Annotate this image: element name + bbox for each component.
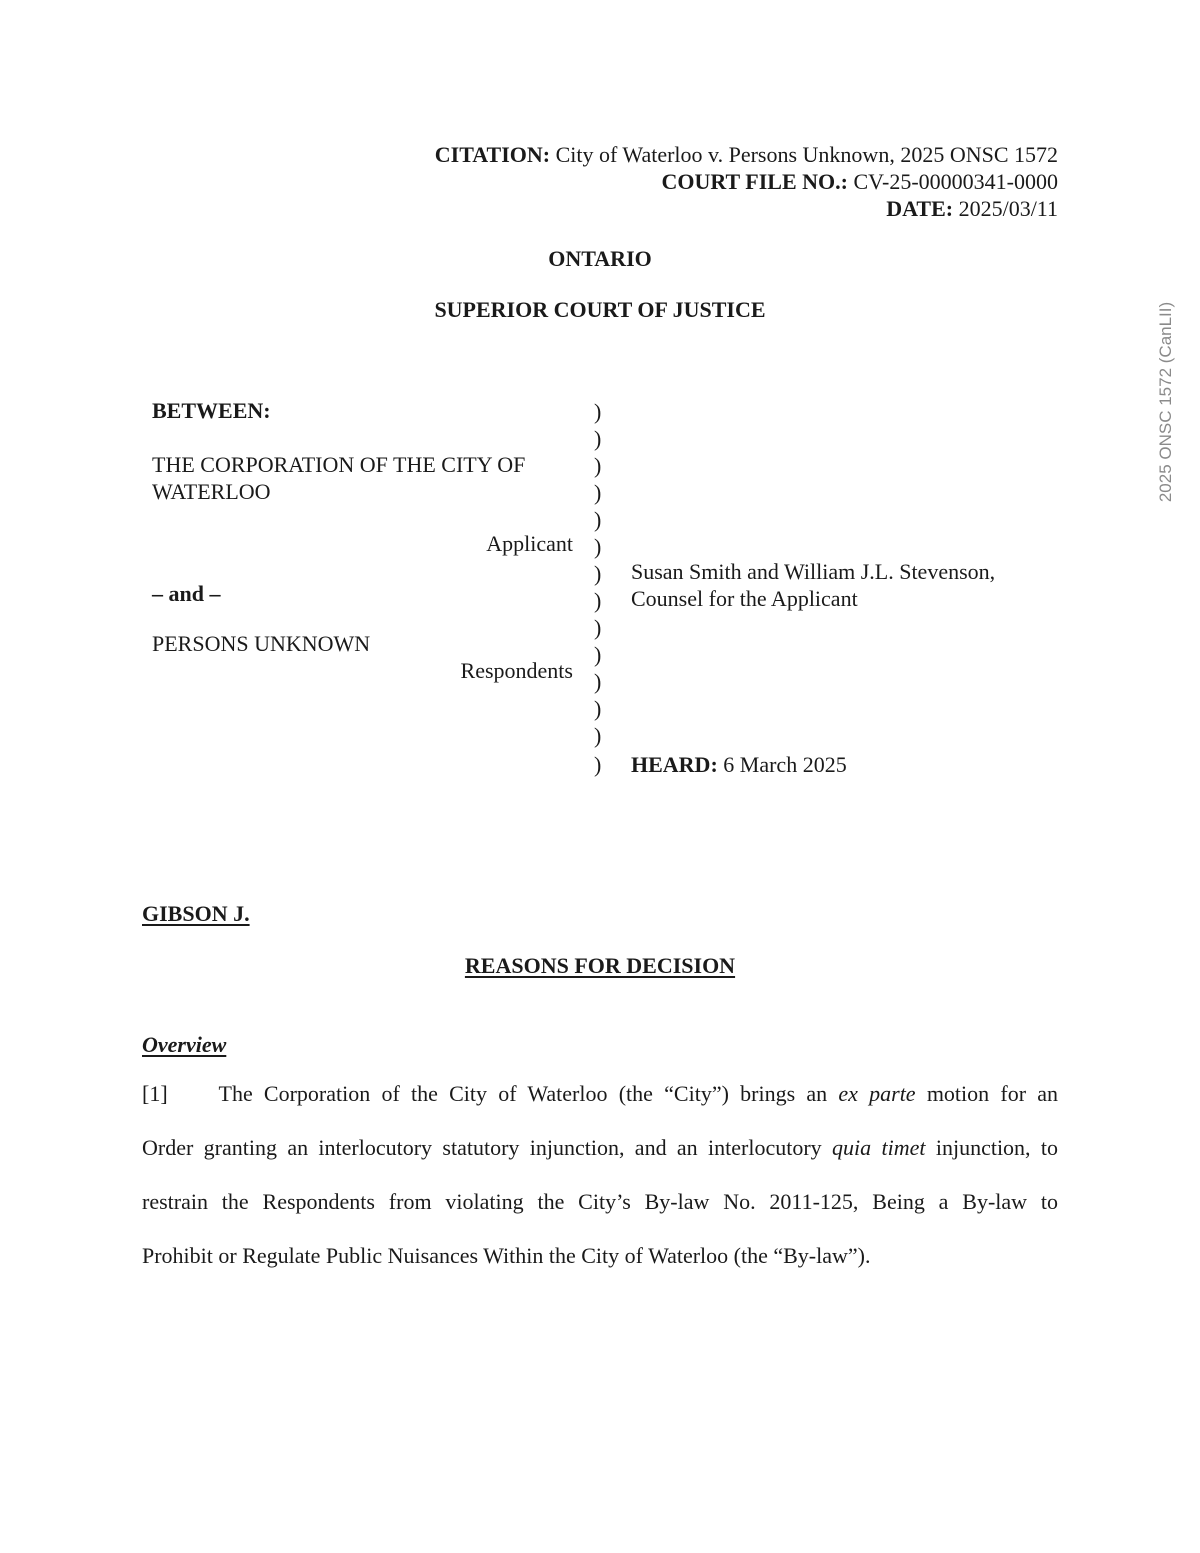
respondent-name: PERSONS UNKNOWN: [152, 631, 371, 656]
paragraph-text: injunction, to: [935, 1135, 1059, 1160]
paren-mark: ): [594, 752, 602, 777]
court-file-line: [662, 169, 1058, 195]
date-line: [886, 196, 1058, 222]
date-label: DATE:: [886, 196, 954, 221]
paren-mark: ): [594, 696, 602, 721]
between-label: BETWEEN:: [152, 398, 271, 423]
paren-mark: ): [594, 426, 602, 451]
counsel-line2: Counsel for the Applicant: [631, 586, 858, 611]
overview-heading: Overview: [142, 1032, 227, 1057]
paragraph-number: [1]: [142, 1081, 168, 1106]
paren-mark: ): [594, 615, 602, 640]
paren-mark: ): [594, 561, 602, 586]
province-heading: ONTARIO: [548, 246, 652, 271]
and-label: – and –: [152, 581, 221, 606]
counsel-line1: Susan Smith and William J.L. Stevenson,: [631, 559, 996, 584]
date-value: 2025/03/11: [958, 196, 1058, 221]
judge-name: GIBSON J.: [142, 901, 250, 926]
paren-mark: ): [594, 480, 602, 505]
paren-mark: ): [594, 669, 602, 694]
heard-line: [631, 751, 847, 778]
court-name-heading: SUPERIOR COURT OF JUSTICE: [434, 297, 766, 322]
court-file-label: COURT FILE NO.:: [661, 169, 848, 194]
paren-mark: ): [594, 453, 602, 478]
paragraph-italic-text: ex parte: [838, 1081, 916, 1106]
paragraph-text: Order granting an interlocutory statutory injunction, and an interlocutory: [142, 1135, 822, 1160]
paragraph-1-line: restrain the Respondents from violating the City’s By-law No. 2011-125, Being a By-law to: [142, 1189, 1058, 1214]
paragraph-1-line: [142, 1067, 1058, 1121]
paragraph-1: [142, 1067, 1058, 1283]
paren-mark: ): [594, 507, 602, 532]
paren-mark: ): [594, 642, 602, 667]
paren-mark: ): [594, 588, 602, 613]
court-file-value: CV-25-00000341-0000: [853, 169, 1058, 194]
paragraph-1-line: [142, 1121, 1058, 1175]
applicant-name-line2: WATERLOO: [152, 479, 271, 504]
respondent-role: Respondents: [460, 658, 573, 683]
canlii-watermark: 2025 ONSC 1572 (CanLII): [1156, 301, 1175, 503]
reasons-title: REASONS FOR DECISION: [464, 953, 736, 978]
citation-label: CITATION:: [434, 142, 551, 167]
paragraph-text: The Corporation of the City of Waterloo (the “City”) brings an: [218, 1081, 828, 1106]
heard-value: 6 March 2025: [723, 752, 847, 777]
applicant-name-line1: THE CORPORATION OF THE CITY OF: [152, 452, 526, 477]
paragraph-1-line: Prohibit or Regulate Public Nuisances Within the City of Waterloo (the “By-law”).: [142, 1243, 871, 1268]
paragraph-text: motion for an: [926, 1081, 1059, 1106]
paren-mark: ): [594, 723, 602, 748]
paren-mark: ): [594, 399, 602, 424]
applicant-role: Applicant: [486, 531, 573, 556]
paragraph-italic-text: quia timet: [832, 1135, 926, 1160]
citation-line: [435, 142, 1058, 168]
citation-value: City of Waterloo v. Persons Unknown, 2025 ONSC 1572: [555, 142, 1058, 167]
paren-mark: ): [594, 534, 602, 559]
heard-label: HEARD:: [631, 752, 718, 777]
